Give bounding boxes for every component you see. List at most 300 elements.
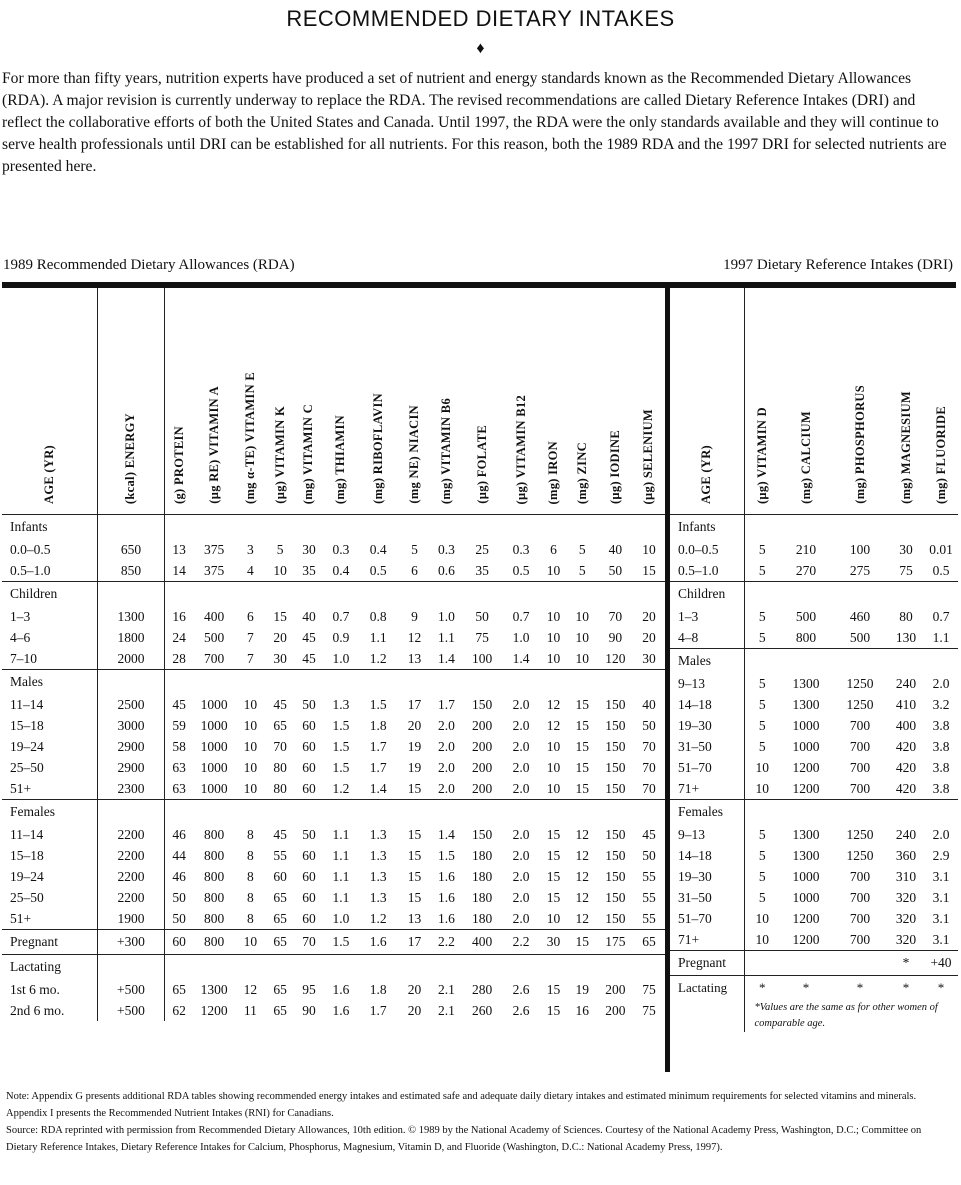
group-label: Children [2, 582, 98, 607]
value-cell: 50 [302, 696, 316, 712]
value-cell: 15 [575, 717, 590, 733]
column-header-label: (mg) RIBOFLAVIN [370, 393, 385, 504]
value-cell: * [888, 976, 924, 1001]
value-cell: 1.1 [332, 889, 350, 905]
column-header-label: (mg) PHOSPHORUS [852, 385, 867, 504]
value-cell: 10 [755, 780, 769, 796]
value-cell: 11 [243, 1002, 257, 1018]
value-cell: 80 [273, 780, 287, 796]
column-header-label: (mg) MAGNESIUM [898, 391, 913, 504]
value-cell: 150 [605, 889, 626, 905]
nutrient-header [540, 288, 567, 515]
value-cell: 1.5 [332, 738, 350, 754]
value-cell: 3.1 [932, 910, 950, 926]
value-cell: 150 [605, 826, 626, 842]
energy-cell: 1800 [98, 627, 164, 648]
filler-cell [744, 649, 958, 674]
value-cell: 10 [234, 930, 266, 955]
value-cell: 2.0 [512, 780, 530, 796]
value-cell: 5 [758, 541, 766, 557]
filler-cell [164, 800, 665, 825]
column-header-label: (mg NE) NIACIN [406, 405, 421, 504]
column-header-label: (mg α-TE) VITAMIN E [242, 371, 257, 504]
value-cell: 800 [194, 930, 235, 955]
value-cell: 15 [546, 868, 561, 884]
table-row [2, 866, 665, 887]
nutrient-header [294, 288, 324, 515]
source-text: Source: RDA reprinted with permission from Recommended Dietary Allowances, 10th edition. © 1989 by the National Academy of Sciences. Courtesy of the National Academy Press, Washington, D.C.; Committee on Dietary Reference Intakes, Dietary Reference Intakes for Calcium, Phosphorus, Magnesium, Vitamin D, and Fluoride (Washington, D.C.: National Academy Press, 1997). [6, 1125, 922, 1153]
value-cell: 310 [895, 868, 917, 884]
column-header-label: (µg RE) VITAMIN A [206, 386, 221, 504]
value-cell: 65 [273, 889, 287, 905]
value-cell: 700 [849, 738, 871, 754]
value-cell: 70 [608, 608, 623, 624]
nutrient-header [567, 288, 598, 515]
page-title: RECOMMENDED DIETARY INTAKES [286, 6, 675, 31]
value-cell: 75 [642, 1002, 656, 1018]
value-cell: 1.1 [369, 629, 387, 645]
value-cell: 2.0 [512, 868, 530, 884]
value-cell: 1250 [846, 696, 874, 712]
age-cell: 19–30 [670, 715, 744, 736]
age-cell: 51+ [2, 778, 98, 800]
energy-cell: 650 [98, 539, 164, 560]
value-cell: * [744, 976, 780, 1001]
value-cell [780, 951, 832, 976]
value-cell [832, 951, 888, 976]
column-header-label: (kcal) ENERGY [123, 412, 138, 504]
energy-cell: 2200 [98, 824, 164, 845]
column-header-label: (mg) FLUORIDE [933, 406, 948, 504]
group-label: Males [2, 670, 98, 695]
value-cell: 75 [475, 629, 489, 645]
value-cell: 10 [575, 629, 590, 645]
energy-cell [98, 955, 164, 980]
value-cell: 15 [567, 930, 598, 955]
group-label: Females [670, 800, 744, 825]
column-header-label: (g) PROTEIN [171, 426, 186, 504]
value-cell: 12 [407, 629, 422, 645]
value-cell: 10 [546, 629, 561, 645]
value-cell: 3.1 [932, 868, 950, 884]
energy-cell [98, 670, 164, 695]
nutrient-header [164, 288, 194, 515]
value-cell: 60 [302, 910, 316, 926]
energy-cell: 2200 [98, 866, 164, 887]
value-cell: * [924, 976, 958, 1001]
column-header-label: AGE (YR) [699, 445, 714, 504]
value-cell: 13 [172, 541, 186, 557]
value-cell: 1.0 [332, 650, 350, 666]
column-header-label: (µg) SELENIUM [641, 408, 656, 504]
value-cell: 14 [172, 562, 186, 578]
age-cell: 0.5–1.0 [670, 560, 744, 582]
value-cell: 9 [411, 608, 418, 624]
value-cell: 50 [642, 847, 656, 863]
value-cell: 800 [203, 889, 225, 905]
value-cell: 700 [849, 931, 871, 947]
value-cell: 700 [849, 868, 871, 884]
age-cell: 11–14 [2, 824, 98, 845]
energy-cell: 1300 [98, 606, 164, 627]
value-cell: 45 [172, 696, 186, 712]
group-label: Infants [670, 515, 744, 540]
column-header-label: (µg) VITAMIN B12 [513, 394, 528, 504]
table-row [670, 866, 958, 887]
value-cell: 10 [575, 650, 590, 666]
value-cell: 15 [273, 608, 287, 624]
value-cell: 55 [642, 910, 656, 926]
value-cell: 10 [546, 608, 561, 624]
table-row [670, 673, 958, 694]
group-label-row [2, 670, 665, 695]
value-cell: 60 [302, 717, 316, 733]
age-cell: 9–13 [670, 824, 744, 845]
column-header-label: (mg) ZINC [574, 441, 589, 504]
value-cell: 200 [605, 1002, 626, 1018]
value-cell: 1200 [200, 1002, 228, 1018]
value-cell: * [780, 976, 832, 1001]
value-cell: 70 [294, 930, 324, 955]
value-cell: 30 [642, 650, 656, 666]
age-cell: 31–50 [670, 887, 744, 908]
value-cell: 15 [407, 780, 422, 796]
value-cell: 1.2 [332, 780, 350, 796]
value-cell: 5 [411, 541, 418, 557]
value-cell: 7 [246, 629, 254, 645]
value-cell: 8 [246, 847, 254, 863]
value-cell: 0.3 [332, 541, 350, 557]
value-cell: 1.1 [332, 847, 350, 863]
value-cell: 15 [546, 889, 561, 905]
value-cell: 15 [546, 981, 561, 997]
value-cell: 2.0 [512, 889, 530, 905]
value-cell: 1.6 [437, 910, 455, 926]
value-cell: 210 [795, 541, 817, 557]
value-cell: 1.7 [369, 1002, 387, 1018]
value-cell: 1.0 [437, 608, 455, 624]
value-cell: 2.0 [437, 780, 455, 796]
value-cell: 3.1 [932, 889, 950, 905]
energy-cell [98, 582, 164, 607]
value-cell: 60 [273, 868, 287, 884]
energy-cell: 2000 [98, 648, 164, 670]
value-cell: 6 [246, 608, 254, 624]
value-cell: 270 [795, 562, 817, 578]
value-cell: 2.0 [932, 826, 950, 842]
value-cell: 20 [407, 981, 422, 997]
value-cell: 12 [575, 826, 590, 842]
filler-cell [164, 670, 665, 695]
intro-paragraph: For more than fifty years, nutrition experts have produced a set of nutrient and energy standards known as the Recommended Dietary Allowances (RDA). A major revision is currently underway to replace the RDA. The revised recommendations are called Dietary Reference Intakes (DRI) and reflect the collaborative efforts of both the United States and Canada. Until 1997, the RDA were the only standards available and they will continue to serve health professionals until DRI can be established for all nutrients. For this reason, both the 1989 RDA and the 1997 DRI for selected nutrients are presented here. [2, 70, 947, 175]
value-cell: 1.6 [358, 930, 399, 955]
age-cell: 4–8 [670, 627, 744, 649]
value-cell: 75 [642, 981, 656, 997]
nutrient-header [398, 288, 430, 515]
group-label: Males [670, 649, 744, 674]
age-cell: 71+ [670, 929, 744, 951]
value-cell: 1.6 [332, 1002, 350, 1018]
group-label-row [2, 800, 665, 825]
value-cell: 120 [605, 650, 626, 666]
table-row [2, 560, 665, 582]
group-label: Pregnant [670, 951, 744, 976]
value-cell: 35 [475, 562, 489, 578]
value-cell: 59 [172, 717, 186, 733]
column-header-label: (mg) IRON [546, 440, 560, 504]
value-cell: 1.7 [369, 738, 387, 754]
value-cell: 10 [546, 780, 561, 796]
value-cell: 1.2 [369, 910, 387, 926]
table-row [670, 778, 958, 800]
value-cell: 45 [642, 826, 656, 842]
note-text: Note: Appendix G presents additional RDA tables showing recommended energy intakes and estimated safe and adequate daily dietary intakes and estimated minimum requirements for selected vitamins and minerals. Appendix I presents the Recommended Nutrient Intakes (RNI) for Canadians. [6, 1091, 917, 1119]
value-cell: 100 [849, 541, 871, 557]
value-cell: 65 [172, 981, 186, 997]
value-cell: 1300 [792, 847, 820, 863]
value-cell: 30 [899, 541, 913, 557]
age-cell: 1–3 [2, 606, 98, 627]
filler-cell [164, 515, 665, 540]
value-cell: 12 [243, 981, 258, 997]
table-row [2, 1000, 665, 1021]
value-cell: 12 [575, 868, 590, 884]
value-cell: 28 [172, 650, 186, 666]
value-cell: 800 [203, 826, 225, 842]
value-cell: 1.4 [437, 650, 455, 666]
age-cell: 9–13 [670, 673, 744, 694]
value-cell: 2.0 [512, 826, 530, 842]
value-cell: 12 [575, 847, 590, 863]
value-cell: 1.2 [369, 650, 387, 666]
pregnant-row [2, 930, 665, 955]
group-label: Children [670, 582, 744, 607]
tables-container [0, 282, 961, 1072]
value-cell: 10 [546, 759, 561, 775]
nutrient-header [633, 288, 665, 515]
value-cell: 55 [642, 868, 656, 884]
energy-cell [98, 800, 164, 825]
energy-header [98, 288, 164, 515]
value-cell: 40 [302, 608, 316, 624]
table-row [670, 606, 958, 627]
value-cell: 8 [246, 868, 254, 884]
nutrient-header [832, 288, 888, 515]
value-cell: 150 [605, 780, 626, 796]
value-cell: 700 [849, 759, 871, 775]
table-row [2, 606, 665, 627]
value-cell: 65 [266, 930, 294, 955]
age-cell: 51–70 [670, 908, 744, 929]
value-cell: 95 [302, 981, 316, 997]
value-cell: 63 [172, 780, 186, 796]
filler-cell [164, 955, 665, 980]
value-cell: 320 [895, 910, 917, 926]
rda-header-row [2, 288, 665, 515]
value-cell: 180 [471, 868, 493, 884]
value-cell: 15 [407, 847, 422, 863]
lactating-footnote: *Values are the same as for other women of comparable age. [754, 1002, 938, 1029]
value-cell: 60 [302, 780, 316, 796]
value-cell: 1.6 [437, 868, 455, 884]
value-cell: 2.9 [932, 847, 950, 863]
nutrient-header [266, 288, 294, 515]
value-cell: 180 [471, 847, 493, 863]
value-cell: 5 [758, 696, 766, 712]
value-cell: 80 [273, 759, 287, 775]
table-row [2, 715, 665, 736]
value-cell: 2.0 [512, 738, 530, 754]
group-label-row [670, 582, 958, 607]
value-cell: 75 [899, 562, 913, 578]
value-cell: 200 [471, 738, 493, 754]
table-notes [6, 1088, 951, 1156]
value-cell: 7 [246, 650, 254, 666]
age-cell: 25–50 [2, 757, 98, 778]
value-cell: 17 [398, 930, 430, 955]
table-row [2, 845, 665, 866]
group-label-row [2, 582, 665, 607]
value-cell: 180 [471, 889, 493, 905]
value-cell: 0.8 [369, 608, 387, 624]
value-cell: 1250 [846, 847, 874, 863]
value-cell: 2.0 [512, 759, 530, 775]
value-cell: 15 [575, 696, 590, 712]
table-row [670, 560, 958, 582]
value-cell: 70 [273, 738, 287, 754]
value-cell: 320 [895, 931, 917, 947]
value-cell: 15 [546, 826, 561, 842]
group-label-row [670, 800, 958, 825]
value-cell: 1.5 [332, 717, 350, 733]
value-cell: 70 [642, 780, 656, 796]
age-cell: 31–50 [670, 736, 744, 757]
value-cell: 65 [273, 717, 287, 733]
value-cell: 70 [642, 759, 656, 775]
value-cell: 10 [243, 738, 258, 754]
value-cell: 2.1 [437, 1002, 455, 1018]
value-cell: 240 [895, 675, 917, 691]
value-cell: 20 [642, 629, 656, 645]
group-label: Infants [2, 515, 98, 540]
value-cell: 2.0 [512, 847, 530, 863]
value-cell: 375 [203, 562, 225, 578]
filler-cell [744, 800, 958, 825]
value-cell: 1.5 [437, 847, 455, 863]
energy-cell: 2500 [98, 694, 164, 715]
value-cell: 420 [895, 759, 917, 775]
energy-cell: 850 [98, 560, 164, 582]
value-cell: 1000 [200, 696, 228, 712]
value-cell: * [888, 951, 924, 976]
value-cell: 10 [273, 562, 287, 578]
value-cell: 12 [575, 910, 590, 926]
value-cell: 8 [246, 826, 254, 842]
column-header-label: (µg) IODINE [607, 429, 622, 504]
value-cell: 1300 [792, 675, 820, 691]
value-cell: 4 [246, 562, 254, 578]
value-cell: 700 [203, 650, 225, 666]
value-cell: 800 [203, 868, 225, 884]
group-label: Lactating [2, 955, 98, 980]
value-cell: 180 [471, 910, 493, 926]
value-cell: 240 [895, 826, 917, 842]
value-cell: 1300 [792, 826, 820, 842]
value-cell: 375 [203, 541, 225, 557]
value-cell: 15 [407, 868, 422, 884]
energy-cell: 2200 [98, 887, 164, 908]
table-row [2, 778, 665, 800]
value-cell: 175 [598, 930, 633, 955]
value-cell: 45 [273, 826, 287, 842]
value-cell: 60 [302, 868, 316, 884]
value-cell: 5 [758, 608, 766, 624]
value-cell: 30 [273, 650, 287, 666]
column-header-label: (mg) CALCIUM [798, 411, 813, 504]
nutrient-header [924, 288, 958, 515]
table-row [2, 757, 665, 778]
value-cell: 15 [546, 1002, 561, 1018]
value-cell: 2.0 [437, 759, 455, 775]
group-label: Pregnant [2, 930, 98, 955]
value-cell: 280 [471, 981, 493, 997]
age-cell: 0.0–0.5 [2, 539, 98, 560]
value-cell: 1000 [792, 889, 820, 905]
value-cell: 150 [471, 826, 493, 842]
dri-header-row [670, 288, 958, 515]
diamond-ornament: ♦ [476, 40, 485, 57]
value-cell: 80 [899, 608, 913, 624]
value-cell: 10 [546, 738, 561, 754]
table-row [2, 979, 665, 1000]
group-label-row [2, 955, 665, 980]
value-cell: 60 [302, 759, 316, 775]
value-cell: 65 [273, 981, 287, 997]
group-label-row [2, 515, 665, 540]
value-cell: 46 [172, 868, 186, 884]
value-cell: 400 [203, 608, 225, 624]
value-cell: 1000 [792, 717, 820, 733]
filler-cell [744, 515, 958, 540]
table-row [2, 694, 665, 715]
age-cell: 14–18 [670, 694, 744, 715]
value-cell: 420 [895, 780, 917, 796]
rda-table-title: 1989 Recommended Dietary Allowances (RDA) [3, 257, 295, 273]
value-cell: 13 [407, 910, 422, 926]
nutrient-header [234, 288, 266, 515]
value-cell: 15 [575, 780, 590, 796]
value-cell: 5 [758, 847, 766, 863]
age-cell: 4–6 [2, 627, 98, 648]
value-cell: 700 [849, 717, 871, 733]
value-cell: 1000 [792, 868, 820, 884]
value-cell: 17 [407, 696, 422, 712]
table-row [670, 887, 958, 908]
group-label-row [670, 649, 958, 674]
energy-cell: 2900 [98, 757, 164, 778]
value-cell: 0.3 [512, 541, 530, 557]
value-cell: 700 [849, 780, 871, 796]
nutrient-header [598, 288, 633, 515]
value-cell: 16 [575, 1002, 590, 1018]
value-cell: 20 [273, 629, 287, 645]
table-row [2, 648, 665, 670]
value-cell: 150 [605, 696, 626, 712]
value-cell: 1300 [792, 696, 820, 712]
value-cell: 16 [172, 608, 186, 624]
value-cell: 55 [642, 889, 656, 905]
age-cell: 15–18 [2, 715, 98, 736]
